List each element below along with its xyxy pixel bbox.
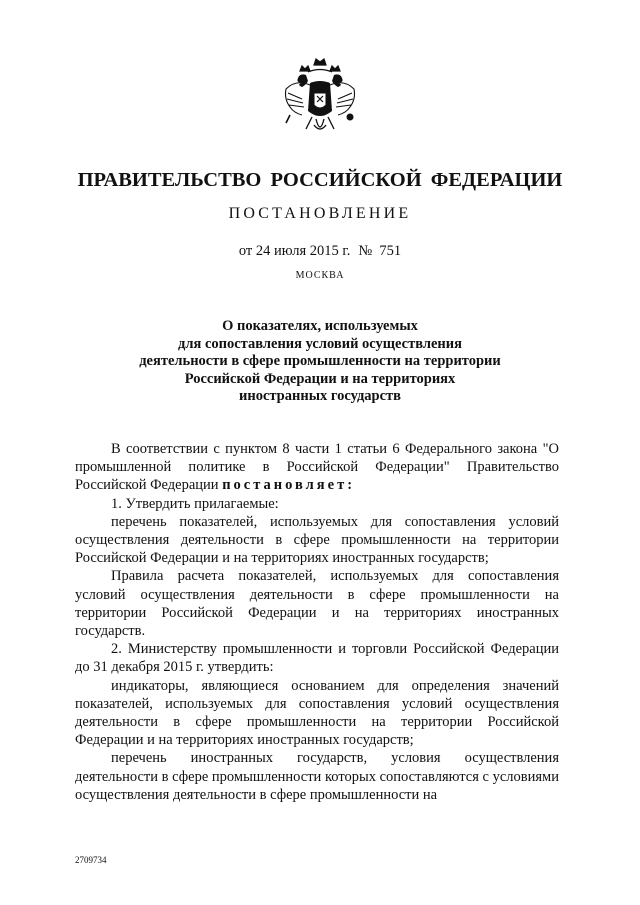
clause-2-item-2: перечень иностранных государств, условия осуществления деятельности в сфере промышленности которых сопоставляются с условиями осуществления деятельности в сфере промышленности на	[75, 750, 559, 803]
clause-2: 2. Министерству промышленности и торговли Российской Федерации до 31 декабря 2015 г. утвердить:	[75, 641, 559, 676]
document-heading	[100, 318, 540, 406]
document-date: от 24 июля 2015 г.	[238, 243, 351, 259]
heading-line: деятельности в сфере промышленности на территории	[139, 353, 501, 369]
document-city: МОСКВА	[295, 270, 345, 281]
document-date-line	[0, 242, 640, 260]
heading-line: для сопоставления условий осуществления	[178, 335, 462, 352]
document-code: 2709734	[75, 855, 107, 865]
intro-text: В соответствии с пунктом 8 части 1 статьи 6 Федерального закона "О промышленной политике в Российской Федерации" Правительство Российской Федерации	[75, 441, 559, 494]
clause-1-item-1: перечень показателей, используемых для сопоставления условий осуществления деятельности в сфере промышленности на территории Российской Федерации и на территориях иностранных государств;	[75, 513, 559, 567]
resolves-word: постановляет:	[222, 477, 356, 494]
clause-1: 1. Утвердить прилагаемые:	[111, 495, 279, 512]
intro-paragraph	[75, 440, 559, 495]
coat-of-arms-icon	[276, 55, 364, 145]
document-number: 751	[379, 243, 402, 259]
document-body	[75, 440, 559, 804]
document-type: ПОСТАНОВЛЕНИЕ	[228, 205, 412, 222]
heading-line: Российской Федерации и на территориях	[184, 370, 456, 387]
issuing-authority: ПРАВИТЕЛЬСТВО РОССИЙСКОЙ ФЕДЕРАЦИИ	[77, 169, 563, 191]
heading-line: иностранных государств	[238, 388, 401, 404]
heading-line: О показателях, используемых	[222, 318, 418, 334]
clause-1-item-2: Правила расчета показателей, используемых для сопоставления условий осуществления деятельности в сфере промышленности на территории Российской Федерации и на территориях иностранных государств.	[75, 568, 559, 640]
number-sign: №	[358, 243, 373, 259]
clause-2-item-1: индикаторы, являющиеся основанием для определения значений показателей, используемых для сопоставления условий осуществления деятельности в сфере промышленности на территории Российской Федерации и на территориях иностранных государств;	[75, 677, 559, 749]
